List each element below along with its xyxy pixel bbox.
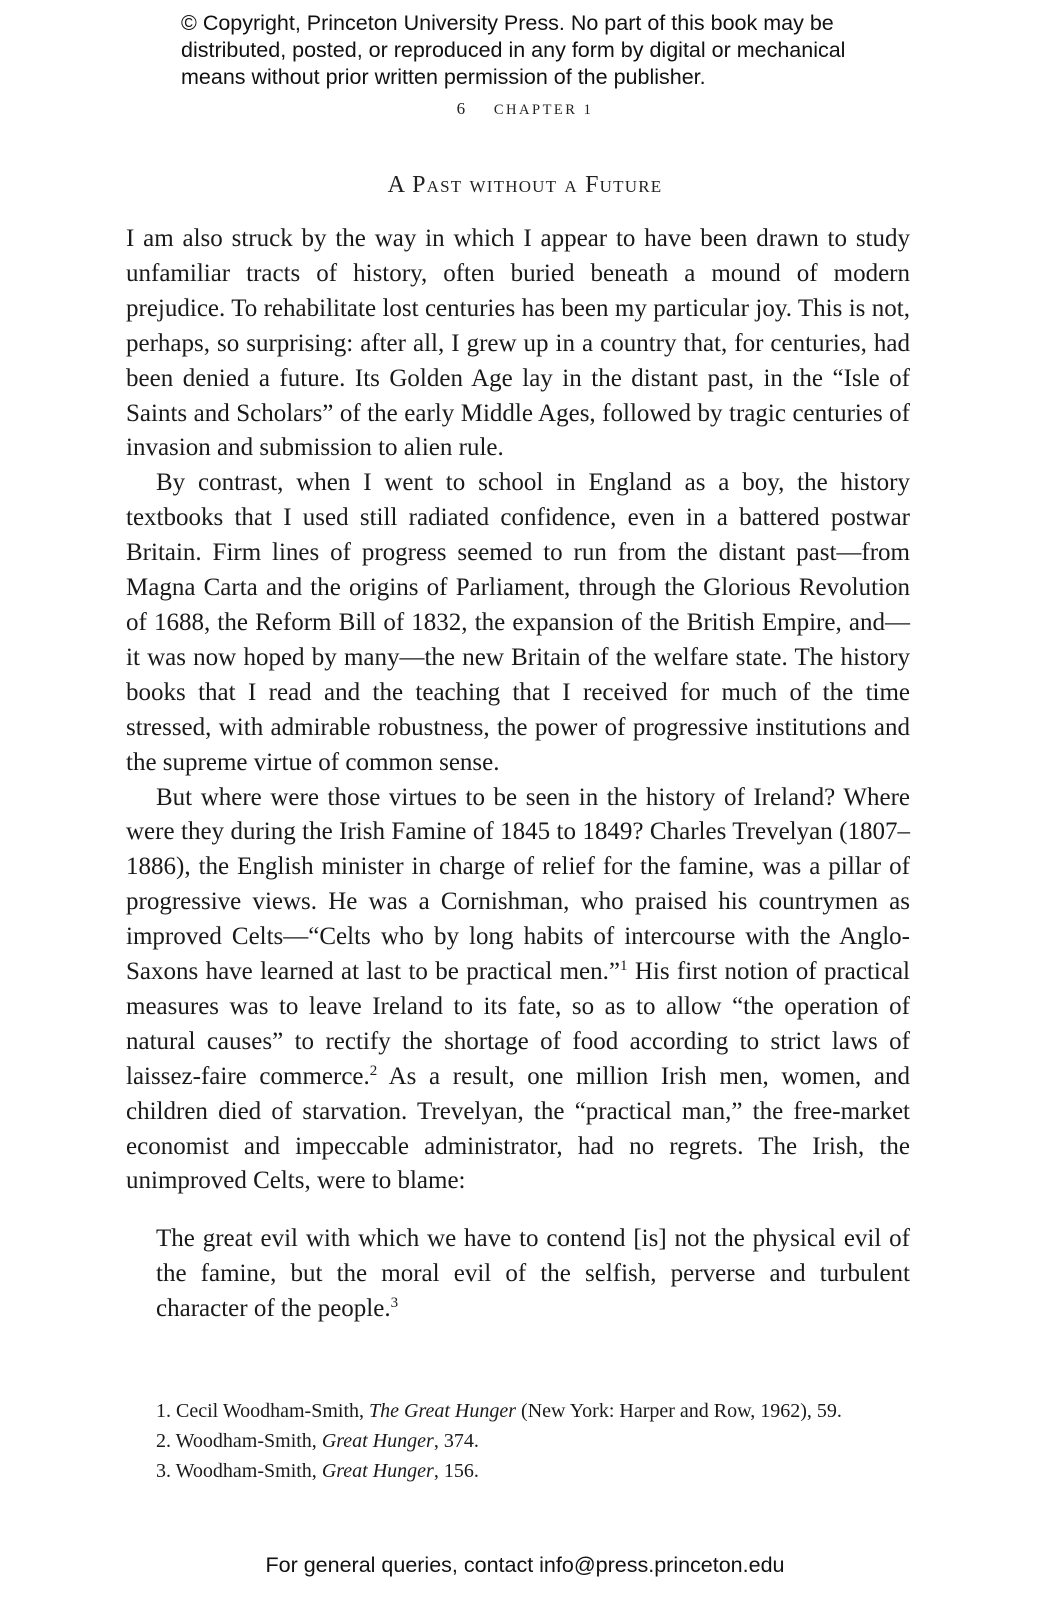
paragraph-3-part-b: His first notion of practical measures was to leave Ireland to its fate, so as to allow “the operation of natural causes” to rectify the shortage of food according to strict laws of laissez-faire commerce. — [126, 958, 911, 1090]
footnote-book-title: The Great Hunger — [369, 1400, 517, 1422]
running-head — [0, 99, 1050, 119]
footnote-text: (New York: Harper and Row, 1962), 59. — [516, 1400, 842, 1422]
footnote-text: , 374. — [433, 1430, 479, 1452]
paragraph-3-part-c: As a result, one million Irish men, women, and children died of starvation. Trevelyan, the “practical man,” the free-market economist and impeccable administrator, had no regrets. The Irish, the unimproved Celts, were to blame: — [126, 1062, 910, 1195]
footnote-2 — [156, 1426, 916, 1456]
block-quote — [156, 1222, 910, 1327]
block-quote-text: The great evil with which we have to contend [is] not the physical evil of the famine, but the moral evil of the selfish, perverse and turbulent character of the people. — [156, 1225, 910, 1322]
footnote-ref-3[interactable]: 3 — [390, 1294, 399, 1311]
body-text — [126, 222, 910, 1199]
footnote-ref-1[interactable]: 1 — [620, 958, 628, 975]
page-number: 6 — [456, 99, 466, 118]
footnote-1 — [156, 1396, 916, 1426]
paragraph-3-part-a: But where were those virtues to be seen in the history of Ireland? Where were they during the Irish Famine of 1845 to 1849? Charles Trevelyan (1807–1886), the English minister in charge of relief for the famine, was a pillar of progressive views. He was a Cornishman, who praised his countrymen as improved Celts—“Celts who by long habits of intercourse with the Anglo-Saxons have learned at last to be practical men.” — [126, 783, 910, 986]
footnote-number: 2. — [156, 1430, 176, 1452]
footnote-text: Cecil Woodham-Smith, — [176, 1400, 370, 1422]
copyright-line-3: means without prior written permission of the publisher. — [181, 65, 706, 89]
footnotes — [156, 1396, 916, 1486]
copyright-line-1: © Copyright, Princeton University Press. No part of this book may be — [181, 11, 834, 35]
footnote-book-title: Great Hunger — [321, 1460, 434, 1482]
footnote-text: Woodham-Smith, — [175, 1460, 322, 1482]
footnote-ref-2[interactable]: 2 — [369, 1062, 378, 1079]
paragraph-1: I am also struck by the way in which I appear to have been drawn to study unfamiliar tracts of history, often buried beneath a mound of modern prejudice. To rehabilitate lost centuries has been my particular joy. This is not, perhaps, so surprising: after all, I grew up in a country that, for centuries, had been denied a future. Its Golden Age lay in the distant past, in the “Isle of Saints and Scholars” of the early Middle Ages, followed by tragic centuries of invasion and submission to alien rule. — [126, 225, 910, 462]
footnote-text: Woodham-Smith, — [175, 1430, 322, 1452]
paragraph-3 — [126, 781, 910, 1200]
footer-contact: For general queries, contact info@press.princeton.edu — [265, 1553, 785, 1577]
footnote-number: 1. — [156, 1400, 176, 1422]
copyright-notice — [181, 10, 901, 91]
footnote-3 — [156, 1456, 916, 1486]
footnote-number: 3. — [156, 1460, 176, 1482]
section-title: A Past without a Future — [387, 172, 663, 198]
footnote-book-title: Great Hunger — [321, 1430, 434, 1452]
chapter-label: CHAPTER 1 — [493, 102, 594, 118]
footnote-text: , 156. — [433, 1460, 479, 1482]
copyright-line-2: distributed, posted, or reproduced in any form by digital or mechanical — [181, 38, 846, 62]
paragraph-2: By contrast, when I went to school in England as a boy, the history textbooks that I used still radiated confidence, even in a battered postwar Britain. Firm lines of progress seemed to run from the distant past—from Magna Carta and the origins of Parliament, through the Glorious Revolution of 1688, the Reform Bill of 1832, the expansion of the British Empire, and—it was now hoped by many—the new Britain of the welfare state. The history books that I read and the teaching that I received for much of the time stressed, with admirable robustness, the power of progressive institutions and the supreme virtue of common sense. — [126, 469, 910, 776]
